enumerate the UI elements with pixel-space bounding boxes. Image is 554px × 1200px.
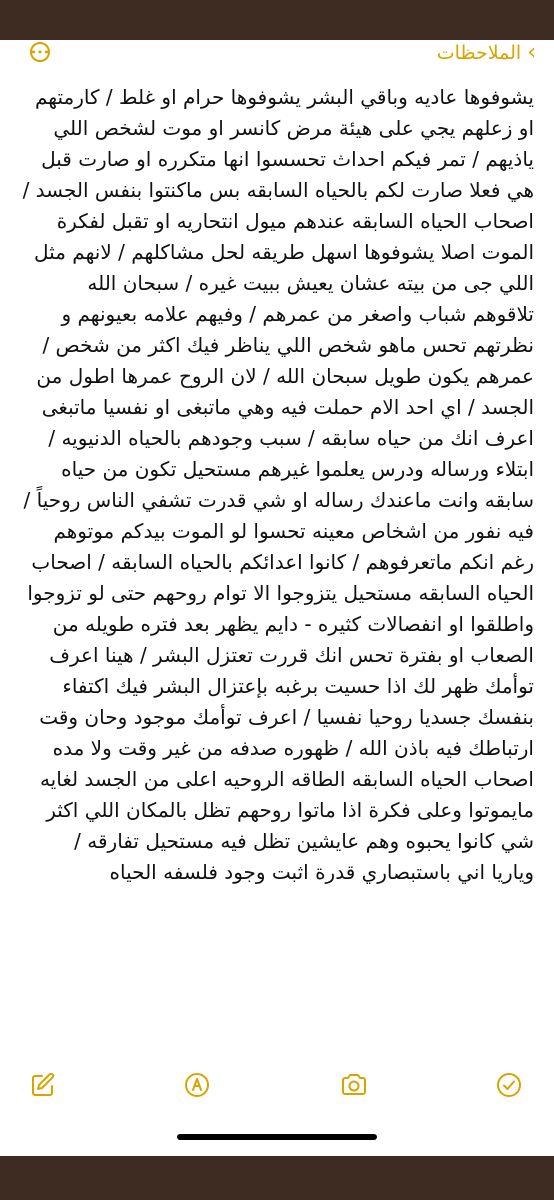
compose-icon[interactable] xyxy=(28,1070,58,1100)
more-options-icon[interactable]: ••• xyxy=(30,42,50,62)
back-label: الملاحظات xyxy=(436,42,522,64)
markup-icon[interactable] xyxy=(182,1070,212,1100)
home-indicator[interactable] xyxy=(177,1134,377,1140)
chevron-back-icon: › xyxy=(527,40,536,65)
note-text[interactable]: يشوفوها عاديه وباقي البشر يشوفوها حرام او غلط / كارمتهم او زعلهم يجي على هيئة مرض كانسر او موت لشخص اللي ياذيهم / تمر فيكم احداث تحسسوا انها متكرره او صارت قبل هي فعلا صارت لكم بالحياه السابقه بس ماكنتوا بنفس الجسد / اصحاب الحياه السابقه عندهم ميول انتحاريه او تقبل لفكرة الموت اصلا يشوفوها اسهل طريقه لحل مشاكلهم / لانهم مثل اللي جى من بيته عشان يعيش ببيت غيره / سبحان الله تلاقوهم شباب واصغر من عمرهم / وفيهم علامه بعيونهم و نظرتهم تحس ماهو شخص اللي يناظر فيك اكثر من شخص / عمرهم يكون طويل سبحان الله / لان الروح عمرها اطول من الجسد / اي احد الام حملت فيه وهي ماتبغى او نفسيا ماتبغى اعرف انك من حياه سابقه / سبب وجودهم بالحياه الدنيويه / ابتلاء ورساله ودرس يعلموا غيرهم مستحيل تكون من حياه سابقه وانت ماعندك رساله او شي قدرت تشفي الناس روحياً / فيه نفور من اشخاص معينه تحسوا لو الموت بيدكم موتوهم رغم انكم ماتعرفوهم / كانوا اعدائكم بالحياه السابقه / اصحاب الحياه السابقه مستحيل يتزوجوا الا توام روحهم حتى لو تزوجوا واطلقوا او انفصالات كثيره - دايم يظهر بعد فتره طويله من الصعاب او بفترة تحس انك قررت تعتزل البشر / هينا اعرف توأمك ظهر لك اذا حسيت برغبه بإعتزال البشر فيك اكتفاء بنفسك جسديا روحيا نفسيا / اعرف توأمك موجود وحان وقت ارتباطك فيه باذن الله / ظهوره صدفه من غير وقت ولا مده اصحاب الحياه السابقه الطاقه الروحيه اعلى من الجسد لغايه مايموتوا وعلى فكرة اذا ماتوا روحهم تظل بالمكان اللي اكثر شي كانوا يحبوه وهم عايشين تظل فيه مستحيل تفارقه / وياريا اني باستبصاري قدرة اثبت وجود فلسفه الحياه xyxy=(22,85,534,884)
back-button[interactable] xyxy=(437,40,536,66)
home-indicator-area xyxy=(0,1116,554,1156)
navigation-bar xyxy=(0,40,554,66)
checklist-icon[interactable] xyxy=(494,1070,524,1100)
bottom-toolbar xyxy=(0,1056,554,1116)
top-frame xyxy=(0,0,554,40)
bottom-frame xyxy=(0,1156,554,1200)
camera-icon[interactable] xyxy=(339,1070,369,1100)
note-body[interactable] xyxy=(0,66,554,1056)
